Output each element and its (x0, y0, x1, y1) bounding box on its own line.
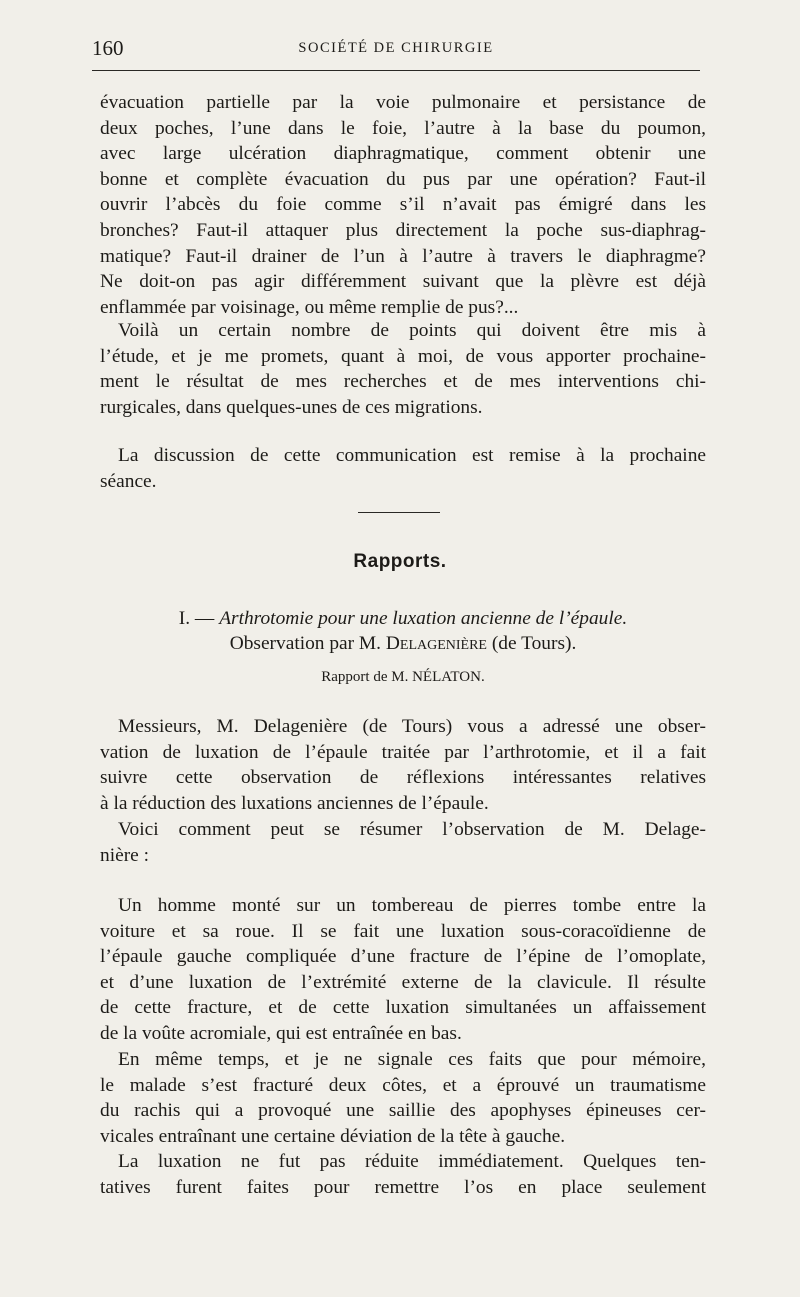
text-line: Un homme monté sur un tombereau de pierres tombe entre la (118, 895, 706, 916)
text-line: enflammée par voisinage, ou même remplie de pus?... (100, 296, 519, 318)
text-line: Voilà un certain nombre de points qui doivent être mis à (118, 320, 706, 341)
text-line: Ne doit-on pas agir différemment suivant que la plèvre est déjà (100, 271, 706, 293)
text-line: vicales entraînant une certaine déviation de la tête à gauche. (100, 1125, 566, 1147)
report-byline: Rapport de M. NÉLATON. (321, 669, 485, 685)
text-line: Voici comment peut se résumer l’observation de M. Delage- (118, 819, 706, 840)
text-line: tatives furent faites pour remettre l’os en place seulement (100, 1176, 706, 1198)
text-line: séance. (100, 470, 157, 492)
text-line: l’épaule gauche compliquée d’une fracture de l’épine de l’omoplate, (100, 946, 706, 968)
paragraph-8 (100, 1149, 706, 1200)
text-line: avec large ulcération diaphragmatique, comment obtenir une (100, 143, 706, 165)
page-number: 160 (92, 36, 124, 60)
paragraph-7 (100, 1047, 706, 1149)
text-line: Messieurs, M. Delagenière (de Tours) vous a adressé une obser- (118, 716, 706, 737)
observation-suffix: (de Tours). (491, 633, 577, 654)
text-line: ouvrir l’abcès du foie comme s’il n’avait pas émigré dans les (100, 194, 706, 216)
text-line: de cette fracture, et de cette luxation simultanées un affaissement (100, 997, 706, 1019)
text-line: bonne et complète évacuation du pus par une opération? Faut-il (100, 168, 706, 190)
text-line: évacuation partielle par la voie pulmonaire et persistance de (100, 92, 706, 113)
separator-rule (358, 512, 440, 513)
text-line: deux poches, l’une dans le foie, l’autre à la base du poumon, (100, 117, 706, 139)
text-line: à la réduction des luxations anciennes de l’épaule. (100, 792, 489, 814)
running-head: SOCIÉTÉ DE CHIRURGIE (298, 40, 494, 56)
report-title-text: Arthrotomie pour une luxation ancienne de l’épaule. (219, 608, 628, 629)
text-line: nière : (100, 844, 149, 866)
text-line: et d’une luxation de l’extrémité externe de la clavicule. Il résulte (100, 971, 706, 993)
text-line: voiture et sa roue. Il se fait une luxation sous-coracoïdienne de (100, 920, 706, 942)
report-title (100, 606, 706, 631)
paragraph-6 (100, 893, 706, 1047)
text-line: ment le résultat de mes recherches et de mes interventions chi- (100, 371, 706, 393)
report-observation (100, 631, 706, 656)
text-line: suivre cette observation de réflexions intéressantes relatives (100, 767, 706, 789)
paragraph-3 (100, 443, 706, 494)
observation-author: Delagenière (385, 633, 487, 654)
page-header (92, 34, 700, 64)
text-line: En même temps, et je ne signale ces faits que pour mémoire, (118, 1049, 706, 1070)
text-line: le malade s’est fracturé deux côtes, et a éprouvé un traumatisme (100, 1074, 706, 1096)
paragraph-1 (100, 90, 706, 320)
paragraph-2 (100, 318, 706, 420)
text-line: vation de luxation de l’épaule traitée par l’arthrotomie, et il a fait (100, 741, 706, 763)
text-line: du rachis qui a provoqué une saillie des apophyses épineuses cer- (100, 1100, 706, 1122)
text-line: matique? Faut-il drainer de l’un à l’autre à travers le diaphragme? (100, 245, 706, 267)
text-line: rurgicales, dans quelques-unes de ces migrations. (100, 396, 483, 418)
text-line: La luxation ne fut pas réduite immédiatement. Quelques ten- (118, 1151, 706, 1172)
observation-prefix: Observation par M. (229, 633, 382, 654)
report-number: I. — (178, 608, 215, 629)
paragraph-5 (100, 817, 706, 868)
text-line: l’étude, et je me promets, quant à moi, de vous apporter prochaine- (100, 345, 706, 367)
text-line: de la voûte acromiale, qui est entraînée en bas. (100, 1022, 462, 1044)
section-title: Rapports. (353, 551, 447, 572)
header-rule (92, 70, 700, 71)
text-line: La discussion de cette communication est remise à la prochaine (118, 445, 706, 466)
paragraph-4 (100, 714, 706, 816)
text-line: bronches? Faut-il attaquer plus directement la poche sus-diaphrag- (100, 219, 706, 241)
